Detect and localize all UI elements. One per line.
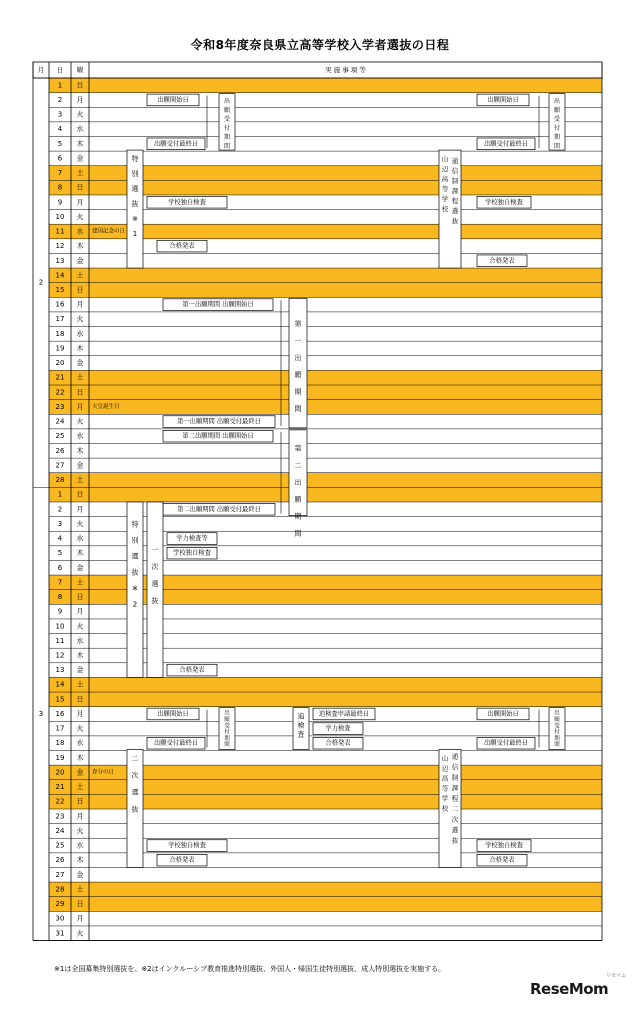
yamabe2-app-period bbox=[554, 709, 560, 749]
svg-text:出: 出 bbox=[294, 353, 302, 362]
weekday: 水 bbox=[76, 739, 84, 748]
day-number: 7 bbox=[57, 169, 63, 178]
yamabe-school-exam: 学校独自検査 bbox=[485, 198, 523, 206]
svg-text:選: 選 bbox=[131, 552, 139, 561]
svg-text:間: 間 bbox=[554, 742, 560, 749]
svg-text:間: 間 bbox=[224, 742, 230, 749]
day-number: 27 bbox=[55, 461, 65, 470]
second-result: 合格発表 bbox=[169, 856, 195, 864]
p2-last: 第二出願期間 出願受付最終日 bbox=[177, 505, 261, 513]
yamabe-result: 合格発表 bbox=[489, 257, 515, 265]
weekday: 月 bbox=[76, 95, 84, 104]
weekday: 金 bbox=[76, 359, 84, 368]
yamabe-app-start: 出願開始日 bbox=[487, 96, 519, 104]
svg-text:信: 信 bbox=[451, 763, 459, 772]
holiday-row bbox=[49, 677, 602, 692]
weekday: 金 bbox=[76, 563, 84, 572]
day-number: 17 bbox=[55, 724, 65, 733]
svg-text:※: ※ bbox=[132, 215, 138, 224]
day-number: 9 bbox=[57, 198, 63, 207]
weekday: 水 bbox=[76, 636, 84, 645]
day-number: 14 bbox=[55, 680, 65, 689]
holiday-row bbox=[49, 370, 602, 385]
svg-text:一: 一 bbox=[294, 336, 302, 345]
day-number: 17 bbox=[55, 315, 65, 324]
svg-text:学: 学 bbox=[441, 195, 449, 204]
holiday-row bbox=[49, 692, 602, 707]
weekday: 水 bbox=[76, 329, 84, 338]
svg-text:願: 願 bbox=[224, 716, 230, 723]
svg-text:願: 願 bbox=[223, 107, 231, 115]
weekday: 水 bbox=[76, 841, 84, 850]
day-number: 4 bbox=[57, 534, 63, 543]
day-number: 20 bbox=[55, 359, 65, 368]
svg-text:選: 選 bbox=[451, 207, 459, 216]
day-number: 11 bbox=[55, 636, 65, 645]
day-number: 3 bbox=[57, 519, 63, 528]
weekday: 木 bbox=[76, 242, 84, 251]
weekday: 金 bbox=[76, 768, 84, 777]
svg-text:通: 通 bbox=[451, 157, 459, 166]
weekday: 日 bbox=[76, 285, 84, 294]
day-number: 29 bbox=[55, 900, 65, 909]
svg-text:次: 次 bbox=[451, 815, 459, 824]
svg-text:特: 特 bbox=[131, 155, 139, 164]
feb-result: 合格発表 bbox=[169, 242, 195, 250]
day-number: 23 bbox=[55, 812, 65, 821]
add-last: 追検査申請最終日 bbox=[318, 710, 370, 718]
weekday: 月 bbox=[76, 300, 84, 309]
yamabe2-app-start: 出願開始日 bbox=[487, 710, 519, 718]
day-number: 26 bbox=[55, 446, 65, 455]
svg-text:2: 2 bbox=[132, 600, 138, 609]
weekday: 土 bbox=[76, 578, 84, 587]
svg-text:一: 一 bbox=[151, 545, 159, 554]
weekday: 水 bbox=[76, 432, 84, 441]
holiday-row bbox=[49, 473, 602, 488]
weekday: 金 bbox=[76, 461, 84, 470]
svg-text:付: 付 bbox=[553, 125, 561, 133]
day-number: 12 bbox=[55, 242, 65, 251]
svg-text:第: 第 bbox=[294, 319, 302, 328]
day-number: 31 bbox=[55, 929, 65, 938]
svg-text:抜: 抜 bbox=[131, 568, 139, 577]
day-number: 16 bbox=[55, 709, 65, 718]
weekday: 月 bbox=[76, 402, 84, 411]
day-number: 8 bbox=[57, 593, 63, 602]
day-number: 19 bbox=[55, 344, 65, 353]
weekday: 木 bbox=[76, 856, 84, 865]
day-number: 2 bbox=[57, 95, 63, 104]
svg-text:高: 高 bbox=[441, 774, 449, 783]
holiday-name: 天皇誕生日 bbox=[92, 403, 120, 410]
svg-text:校: 校 bbox=[441, 804, 449, 813]
day-number: 7 bbox=[57, 578, 63, 587]
second-school-exam: 学校独自検査 bbox=[168, 842, 206, 850]
mar-app-last: 出願受付最終日 bbox=[153, 739, 199, 747]
day-number: 12 bbox=[55, 651, 65, 660]
weekday: 水 bbox=[76, 227, 84, 236]
resemom-logo: ReseMom bbox=[530, 980, 609, 998]
svg-text:山: 山 bbox=[441, 754, 449, 763]
day-number: 21 bbox=[55, 373, 65, 382]
ability-exam: 学力検査等 bbox=[176, 535, 208, 543]
day-number: 4 bbox=[57, 125, 63, 134]
svg-text:別: 別 bbox=[131, 536, 139, 545]
weekday: 水 bbox=[76, 534, 84, 543]
day-number: 24 bbox=[55, 417, 65, 426]
header-items: 実 施 事 項 等 bbox=[325, 66, 366, 74]
page-title: 令和8年度奈良県立高等学校入学者選抜の日程 bbox=[190, 38, 450, 52]
svg-text:1: 1 bbox=[132, 230, 138, 239]
weekday: 火 bbox=[76, 417, 84, 426]
svg-text:高: 高 bbox=[441, 175, 449, 184]
svg-text:間: 間 bbox=[294, 404, 302, 413]
header-day: 日 bbox=[56, 66, 64, 74]
weekday: 月 bbox=[76, 812, 84, 821]
svg-text:次: 次 bbox=[131, 771, 139, 780]
day-number: 2 bbox=[57, 505, 63, 514]
resemom-logo-sub: リセマム bbox=[606, 973, 626, 979]
day-number: 16 bbox=[55, 300, 65, 309]
svg-text:願: 願 bbox=[553, 107, 561, 115]
weekday: 日 bbox=[76, 695, 84, 704]
day-number: 15 bbox=[55, 285, 65, 294]
svg-text:抜: 抜 bbox=[131, 805, 139, 814]
day-number: 30 bbox=[55, 914, 65, 923]
svg-text:受: 受 bbox=[224, 723, 230, 730]
weekday: 木 bbox=[76, 549, 84, 558]
day-number: 18 bbox=[55, 739, 65, 748]
day-number: 20 bbox=[55, 768, 65, 777]
day-number: 23 bbox=[55, 402, 65, 411]
svg-text:間: 間 bbox=[294, 529, 302, 538]
first-result: 合格発表 bbox=[179, 666, 205, 674]
month-label: 2 bbox=[38, 278, 44, 287]
svg-text:付: 付 bbox=[224, 729, 230, 736]
svg-text:程: 程 bbox=[451, 794, 459, 803]
holiday-row bbox=[49, 487, 602, 502]
weekday: 火 bbox=[76, 826, 84, 835]
weekday: 火 bbox=[76, 519, 84, 528]
weekday: 土 bbox=[76, 169, 84, 178]
svg-text:二: 二 bbox=[294, 461, 302, 470]
day-number: 9 bbox=[57, 607, 63, 616]
svg-text:等: 等 bbox=[441, 784, 449, 793]
additional-label bbox=[298, 712, 305, 739]
svg-text:抜: 抜 bbox=[451, 217, 459, 226]
holiday-row bbox=[49, 897, 602, 912]
svg-text:間: 間 bbox=[553, 143, 561, 151]
day-number: 11 bbox=[55, 227, 65, 236]
day-number: 24 bbox=[55, 826, 65, 835]
special1-box bbox=[127, 150, 143, 268]
svg-text:出: 出 bbox=[294, 478, 302, 487]
feb-app-start: 出願開始日 bbox=[157, 96, 189, 104]
svg-text:二: 二 bbox=[451, 805, 459, 814]
svg-text:第: 第 bbox=[294, 444, 302, 453]
day-number: 6 bbox=[57, 154, 63, 163]
svg-text:次: 次 bbox=[151, 562, 159, 571]
holiday-row bbox=[49, 882, 602, 897]
weekday: 水 bbox=[76, 125, 84, 134]
first-sel-box bbox=[147, 502, 163, 677]
svg-text:期: 期 bbox=[224, 735, 230, 742]
weekday: 木 bbox=[76, 139, 84, 148]
svg-text:選: 選 bbox=[131, 185, 139, 194]
svg-text:抜: 抜 bbox=[451, 836, 459, 845]
svg-text:選: 選 bbox=[131, 788, 139, 797]
svg-text:学: 学 bbox=[441, 794, 449, 803]
yamabe2-app-last: 出願受付最終日 bbox=[483, 739, 529, 747]
weekday: 木 bbox=[76, 446, 84, 455]
svg-text:抜: 抜 bbox=[151, 596, 159, 605]
yamabe2-label-b bbox=[452, 752, 459, 845]
svg-text:間: 間 bbox=[223, 143, 231, 151]
svg-text:受: 受 bbox=[553, 116, 561, 124]
day-number: 25 bbox=[55, 432, 65, 441]
p2-start: 第二出願期間 出願開始日 bbox=[182, 432, 254, 440]
add-result: 合格発表 bbox=[325, 739, 351, 747]
day-number: 1 bbox=[57, 490, 63, 499]
weekday: 木 bbox=[76, 753, 84, 762]
weekday: 火 bbox=[76, 622, 84, 631]
holiday-name: 春分の日 bbox=[92, 769, 115, 776]
day-number: 19 bbox=[55, 753, 65, 762]
svg-text:選: 選 bbox=[151, 579, 159, 588]
holiday-row bbox=[49, 400, 602, 415]
day-number: 13 bbox=[55, 666, 65, 675]
holiday-row bbox=[49, 78, 602, 93]
svg-text:付: 付 bbox=[223, 125, 231, 133]
day-number: 26 bbox=[55, 856, 65, 865]
weekday: 土 bbox=[76, 885, 84, 894]
table-header bbox=[33, 62, 602, 78]
svg-text:追: 追 bbox=[297, 712, 305, 721]
weekday: 日 bbox=[76, 81, 84, 90]
feb-school-exam: 学校独自検査 bbox=[168, 198, 206, 206]
weekday: 日 bbox=[76, 490, 84, 499]
svg-text:校: 校 bbox=[441, 205, 449, 214]
svg-text:期: 期 bbox=[553, 134, 561, 142]
weekday: 金 bbox=[76, 154, 84, 163]
svg-text:制: 制 bbox=[451, 177, 459, 186]
weekday: 日 bbox=[76, 900, 84, 909]
mar-school-exam: 学校独自検査 bbox=[173, 549, 211, 557]
day-number: 10 bbox=[55, 212, 65, 221]
weekday: 火 bbox=[76, 212, 84, 221]
svg-text:辺: 辺 bbox=[441, 165, 449, 174]
day-number: 25 bbox=[55, 841, 65, 850]
weekday: 火 bbox=[76, 929, 84, 938]
svg-text:程: 程 bbox=[451, 197, 459, 206]
svg-text:制: 制 bbox=[451, 773, 459, 782]
day-number: 5 bbox=[57, 139, 63, 148]
weekday: 土 bbox=[76, 271, 84, 280]
svg-text:選: 選 bbox=[451, 826, 459, 835]
weekday: 木 bbox=[76, 651, 84, 660]
add-ability: 学力検査 bbox=[325, 725, 351, 733]
svg-text:願: 願 bbox=[554, 716, 560, 723]
yamabe-app-last: 出願受付最終日 bbox=[483, 140, 529, 148]
p1-last: 第一出願期間 出願受付最終日 bbox=[177, 418, 261, 426]
holiday-row bbox=[49, 283, 602, 298]
day-number: 22 bbox=[55, 388, 65, 397]
day-number: 5 bbox=[57, 549, 63, 558]
feb-app-last: 出願受付最終日 bbox=[153, 140, 199, 148]
day-number: 1 bbox=[57, 81, 63, 90]
svg-text:山: 山 bbox=[441, 155, 449, 164]
day-number: 21 bbox=[55, 783, 65, 792]
svg-text:期: 期 bbox=[223, 134, 231, 142]
svg-text:期: 期 bbox=[294, 512, 302, 521]
day-number: 27 bbox=[55, 870, 65, 879]
svg-text:辺: 辺 bbox=[441, 764, 449, 773]
day-number: 28 bbox=[55, 885, 65, 894]
weekday: 土 bbox=[76, 680, 84, 689]
svg-text:二: 二 bbox=[131, 754, 139, 763]
svg-text:※: ※ bbox=[132, 584, 138, 593]
weekday: 土 bbox=[76, 476, 84, 485]
svg-text:期: 期 bbox=[294, 387, 302, 396]
svg-text:出: 出 bbox=[223, 98, 231, 106]
yamabe1-label-b bbox=[452, 156, 459, 225]
weekday: 金 bbox=[76, 666, 84, 675]
svg-text:査: 査 bbox=[297, 730, 305, 739]
day-number: 14 bbox=[55, 271, 65, 280]
svg-text:付: 付 bbox=[554, 729, 560, 736]
day-number: 13 bbox=[55, 256, 65, 265]
day-number: 8 bbox=[57, 183, 63, 192]
weekday: 月 bbox=[76, 198, 84, 207]
svg-text:願: 願 bbox=[294, 495, 302, 504]
svg-text:出: 出 bbox=[224, 710, 230, 717]
weekday: 金 bbox=[76, 870, 84, 879]
svg-text:検: 検 bbox=[297, 721, 305, 730]
weekday: 土 bbox=[76, 783, 84, 792]
weekday: 土 bbox=[76, 373, 84, 382]
weekday: 金 bbox=[76, 256, 84, 265]
svg-text:等: 等 bbox=[441, 185, 449, 194]
weekday: 月 bbox=[76, 607, 84, 616]
header-weekday: 曜 bbox=[76, 66, 84, 74]
weekday: 日 bbox=[76, 797, 84, 806]
svg-text:期: 期 bbox=[554, 735, 560, 742]
svg-text:別: 別 bbox=[131, 170, 139, 179]
holiday-name: 建国記念の日 bbox=[92, 228, 126, 235]
svg-text:通: 通 bbox=[451, 752, 459, 761]
p1-start: 第一出願期間 出願開始日 bbox=[182, 301, 254, 309]
weekday: 火 bbox=[76, 724, 84, 733]
yamabe2-result: 合格発表 bbox=[489, 856, 515, 864]
header-month: 月 bbox=[37, 66, 45, 74]
weekday: 木 bbox=[76, 344, 84, 353]
weekday: 月 bbox=[76, 505, 84, 514]
svg-text:出: 出 bbox=[553, 98, 561, 106]
svg-text:受: 受 bbox=[223, 116, 231, 124]
weekday: 月 bbox=[76, 914, 84, 923]
holiday-row bbox=[49, 268, 602, 283]
mar-app-period bbox=[224, 709, 230, 749]
weekday: 火 bbox=[76, 110, 84, 119]
day-number: 22 bbox=[55, 797, 65, 806]
svg-text:特: 特 bbox=[131, 520, 139, 529]
weekday: 火 bbox=[76, 315, 84, 324]
svg-text:課: 課 bbox=[451, 187, 459, 196]
footnote: ※1は全国募集特別選抜を、※2はインクルーシブ教育推進特別選抜、外国人・帰国生徒特別選抜、成人特別選抜を実施する。 bbox=[54, 965, 446, 973]
day-number: 3 bbox=[57, 110, 63, 119]
day-number: 15 bbox=[55, 695, 65, 704]
svg-text:受: 受 bbox=[554, 723, 560, 730]
day-number: 6 bbox=[57, 563, 63, 572]
weekday: 日 bbox=[76, 388, 84, 397]
day-number: 18 bbox=[55, 329, 65, 338]
mar-app-start: 出願開始日 bbox=[157, 710, 189, 718]
weekday: 日 bbox=[76, 593, 84, 602]
svg-text:出: 出 bbox=[554, 710, 560, 717]
weekday: 月 bbox=[76, 709, 84, 718]
weekday: 日 bbox=[76, 183, 84, 192]
svg-text:信: 信 bbox=[451, 167, 459, 176]
day-number: 10 bbox=[55, 622, 65, 631]
yamabe2-school-exam: 学校独自検査 bbox=[485, 842, 523, 850]
holiday-row bbox=[49, 385, 602, 400]
day-number: 28 bbox=[55, 476, 65, 485]
svg-text:抜: 抜 bbox=[131, 200, 139, 209]
month-label: 3 bbox=[38, 709, 44, 718]
svg-text:課: 課 bbox=[451, 784, 459, 793]
svg-text:願: 願 bbox=[294, 370, 302, 379]
